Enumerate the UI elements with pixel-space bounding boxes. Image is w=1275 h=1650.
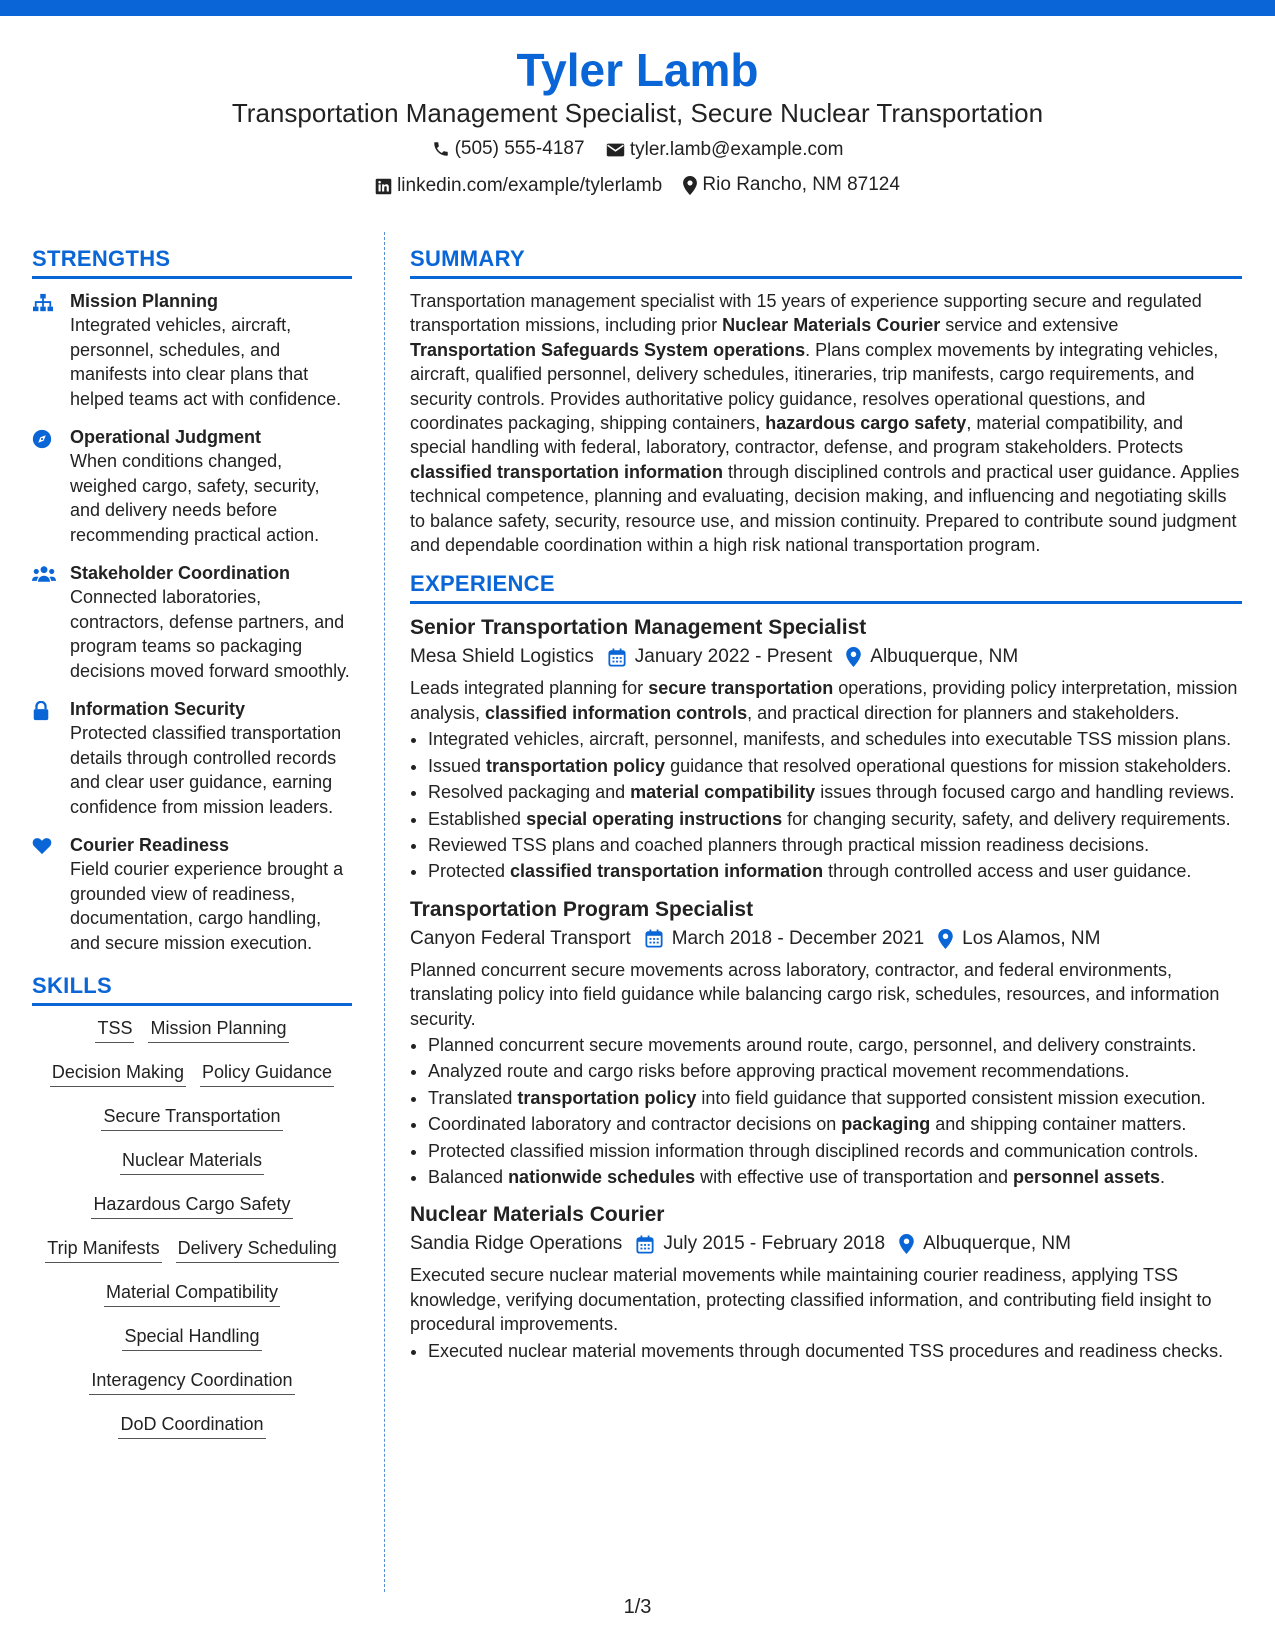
- experience-heading: EXPERIENCE: [410, 571, 1242, 604]
- job-desc-text: Leads integrated planning for: [410, 678, 649, 699]
- bullet-text: Resolved packaging and: [428, 782, 631, 803]
- skill-tag: Nuclear Materials: [120, 1148, 264, 1175]
- strength-title: Operational Judgment: [70, 427, 262, 447]
- summary-text: . Plans complex movements by integrating vehicles, aircraft, qualified personnel, delivery schedules, itineraries, trip manifests, cargo requirements, and security controls. Provides authoritative policy guidance, resolves operational questions, and coordinates packaging, shipping containers,: [410, 339, 1219, 434]
- bullet-bold: packaging: [841, 1114, 931, 1135]
- strength-title: Information Security: [70, 699, 246, 719]
- job-bullets: [410, 727, 1242, 883]
- job-dates: January 2022 - Present: [634, 646, 833, 668]
- skill-row: [32, 1104, 352, 1131]
- map-pin-icon: [846, 647, 861, 667]
- location-item: [683, 172, 900, 198]
- skills-heading: SKILLS: [32, 973, 352, 1006]
- job-location: Los Alamos, NM: [962, 927, 1101, 949]
- bullet-text: Executed nuclear material movements through documented TSS procedures and readiness checks.: [428, 1340, 1224, 1361]
- bullet-text: Analyzed route and cargo risks before approving practical movement recommendations.: [428, 1061, 1130, 1082]
- bullet-text: Balanced: [428, 1166, 509, 1187]
- linkedin-item[interactable]: [375, 173, 662, 199]
- job-bullet: [428, 1165, 1242, 1189]
- linkedin-text[interactable]: linkedin.com/example/tylerlamb: [397, 175, 663, 196]
- strength-item: [32, 833, 352, 955]
- bullet-text: into field guidance that supported consistent mission execution.: [696, 1087, 1206, 1108]
- job-bullet: [428, 780, 1242, 804]
- job-desc-text: , and practical direction for planners and stakeholders.: [747, 702, 1180, 723]
- summary-text: Transportation management specialist with 15 years of experience supporting secure and regulated transportation missions, including prior: [410, 291, 1202, 336]
- strength-title: Courier Readiness: [70, 835, 230, 855]
- calendar-icon: [636, 1235, 654, 1254]
- email-item[interactable]: [606, 137, 844, 163]
- strengths-list: [32, 289, 352, 955]
- skill-row: [32, 1060, 352, 1087]
- job-bullet: [428, 1086, 1242, 1110]
- strength-title: Stakeholder Coordination: [70, 563, 291, 583]
- summary-heading: SUMMARY: [410, 246, 1242, 279]
- strength-desc: Integrated vehicles, aircraft, personnel, schedules, and manifests into clear plans that helped teams act with confidence.: [70, 315, 342, 409]
- job-title: Transportation Program Specialist: [410, 897, 754, 921]
- strength-item: [32, 425, 352, 547]
- bullet-bold: classified transportation information: [510, 861, 824, 882]
- top-accent-bar: [0, 0, 1275, 16]
- strength-item: [32, 289, 352, 411]
- heart-icon: [32, 837, 52, 855]
- candidate-name: Tyler Lamb: [516, 44, 759, 96]
- skill-tag: Secure Transportation: [101, 1104, 282, 1131]
- bullet-text: and shipping container matters.: [930, 1114, 1187, 1135]
- skill-row: [32, 1280, 352, 1307]
- job-location-item: [844, 642, 1018, 672]
- summary-text: [410, 289, 1242, 557]
- job-company: Mesa Shield Logistics: [410, 646, 594, 668]
- bullet-text: Planned concurrent secure movements around route, cargo, personnel, and delivery constraints.: [428, 1034, 1197, 1055]
- bullet-text: Translated: [428, 1087, 518, 1108]
- phone-text: (505) 555-4187: [454, 138, 585, 159]
- calendar-icon: [645, 929, 663, 948]
- job-description: [410, 1263, 1242, 1336]
- job-desc-text: Executed secure nuclear material movements while maintaining courier readiness, applying TSS knowledge, verifying documentation, protecting classified information, and contributing field insight to procedural improvements.: [410, 1265, 1212, 1335]
- job-dates-item: [606, 642, 833, 672]
- bullet-text: Coordinated laboratory and contractor decisions on: [428, 1114, 842, 1135]
- job-bullet: [428, 859, 1242, 883]
- strength-item: [32, 697, 352, 819]
- envelope-icon: [606, 142, 625, 158]
- job-company: Canyon Federal Transport: [410, 927, 631, 949]
- job-bullet: [428, 727, 1242, 751]
- job-meta: [410, 642, 1242, 672]
- linkedin-icon: [375, 178, 392, 195]
- skill-tag: DoD Coordination: [118, 1412, 265, 1439]
- job-desc-text: Planned concurrent secure movements across laboratory, contractor, and federal environments, translating policy into field guidance while balancing cargo risk, schedules, resources, and information security.: [410, 959, 1220, 1029]
- job-bullet: [428, 807, 1242, 831]
- phone-icon: [432, 140, 450, 158]
- summary-bold: hazardous cargo safety: [765, 413, 967, 434]
- bullet-bold: transportation policy: [486, 755, 666, 776]
- sitemap-icon: [32, 293, 54, 313]
- job-dates: March 2018 - December 2021: [671, 927, 925, 949]
- phone-item: [432, 136, 585, 162]
- skill-tag: Interagency Coordination: [89, 1368, 294, 1395]
- job-desc-text: operations, providing policy interpretation, mission analysis,: [410, 678, 1238, 723]
- bullet-bold: nationwide schedules: [508, 1166, 696, 1187]
- strengths-heading: STRENGTHS: [32, 246, 352, 279]
- map-pin-icon: [683, 176, 697, 195]
- bullet-text: .: [1160, 1166, 1166, 1187]
- candidate-title: Transportation Management Specialist, Secure Nuclear Transportation: [231, 98, 1044, 128]
- strength-title: Mission Planning: [70, 291, 219, 311]
- skill-row: [32, 1324, 352, 1351]
- bullet-text: Integrated vehicles, aircraft, personnel, manifests, and schedules into executable TSS mission plans.: [428, 729, 1232, 750]
- map-pin-icon: [899, 1234, 914, 1254]
- job-description: [410, 676, 1242, 725]
- summary-bold: classified transportation information: [410, 461, 724, 482]
- job-meta: [410, 1229, 1242, 1259]
- strength-item: [32, 561, 352, 683]
- bullet-text: Established: [428, 808, 527, 829]
- resume-header: [0, 44, 1275, 209]
- summary-text: service and extensive: [940, 315, 1119, 336]
- column-divider: [384, 232, 385, 1592]
- users-icon: [32, 565, 56, 583]
- skill-row: [32, 1016, 352, 1043]
- summary-text: through disciplined controls and practical user guidance. Applies technical competence, planning and evaluating, decision making, and influencing and negotiating skills to balance safety, security, resource use, and mission continuity. Prepared to contribute sound judgment and dependable coordination within a high risk national transportation program.: [410, 461, 1240, 556]
- compass-icon: [32, 429, 52, 449]
- map-pin-icon: [938, 929, 953, 949]
- bullet-text: through controlled access and user guidance.: [823, 861, 1192, 882]
- summary-text: , material compatibility, and special handling with federal, laboratory, contractor, defense, and program stakeholders. Protects: [410, 413, 1184, 458]
- bullet-text: issues through focused cargo and handling reviews.: [815, 782, 1235, 803]
- skill-row: [32, 1412, 352, 1439]
- skills-list: [32, 1016, 352, 1439]
- bullet-bold: transportation policy: [517, 1087, 697, 1108]
- job-location-item: [936, 924, 1100, 954]
- job-bullet: [428, 1112, 1242, 1136]
- bullet-text: with effective use of transportation and: [695, 1166, 1013, 1187]
- job-dates: July 2015 - February 2018: [663, 1233, 886, 1255]
- summary-bold: Transportation Safeguards System operations: [410, 339, 806, 360]
- job-bullet: [428, 1339, 1242, 1363]
- skill-tag: Delivery Scheduling: [176, 1236, 339, 1263]
- bullet-bold: personnel assets: [1012, 1166, 1161, 1187]
- job-location: Albuquerque, NM: [923, 1233, 1071, 1255]
- skill-tag: Special Handling: [122, 1324, 261, 1351]
- job-title: Senior Transportation Management Specialist: [410, 616, 867, 640]
- calendar-icon: [608, 648, 626, 667]
- email-text[interactable]: tyler.lamb@example.com: [629, 139, 844, 160]
- skill-tag: TSS: [95, 1016, 134, 1043]
- job-desc-bold: secure transportation: [648, 678, 834, 699]
- bullet-text: guidance that resolved operational questions for mission stakeholders.: [665, 755, 1232, 776]
- strength-desc: Connected laboratories, contractors, defense partners, and program teams so packaging decisions moved forward smoothly.: [70, 587, 350, 681]
- skill-row: [32, 1148, 352, 1175]
- job-company: Sandia Ridge Operations: [410, 1233, 623, 1255]
- skill-tag: Trip Manifests: [45, 1236, 161, 1263]
- experience-list: [410, 614, 1242, 1363]
- bullet-bold: material compatibility: [630, 782, 816, 803]
- job-desc-bold: classified information controls: [485, 702, 748, 723]
- job-bullet: [428, 1139, 1242, 1163]
- skill-tag: Material Compatibility: [104, 1280, 280, 1307]
- bullet-text: Issued: [428, 755, 487, 776]
- skill-tag: Decision Making: [50, 1060, 186, 1087]
- skill-tag: Policy Guidance: [200, 1060, 334, 1087]
- bullet-text: Reviewed TSS plans and coached planners through practical mission readiness decisions.: [428, 834, 1150, 855]
- skill-tag: Mission Planning: [148, 1016, 288, 1043]
- job-description: [410, 958, 1242, 1031]
- job-bullet: [428, 1033, 1242, 1057]
- job-bullets: [410, 1339, 1242, 1363]
- job-bullet: [428, 754, 1242, 778]
- job-dates-item: [643, 924, 924, 954]
- location-text: Rio Rancho, NM 87124: [702, 174, 900, 195]
- job-entry: [410, 1201, 1242, 1363]
- summary-bold: Nuclear Materials Courier: [722, 315, 941, 336]
- strength-desc: When conditions changed, weighed cargo, safety, security, and delivery needs before recommending practical action.: [70, 451, 320, 545]
- contact-info: [0, 136, 1275, 203]
- page-number: 1/3: [623, 1596, 652, 1618]
- job-entry: [410, 614, 1242, 883]
- job-title: Nuclear Materials Courier: [410, 1203, 665, 1227]
- skill-row: [32, 1368, 352, 1395]
- job-bullets: [410, 1033, 1242, 1189]
- job-location-item: [897, 1229, 1071, 1259]
- job-meta: [410, 924, 1242, 954]
- job-location: Albuquerque, NM: [870, 646, 1019, 668]
- strength-desc: Field courier experience brought a grounded view of readiness, documentation, cargo handling, and secure mission execution.: [70, 859, 344, 953]
- bullet-text: Protected: [428, 861, 511, 882]
- job-bullet: [428, 1059, 1242, 1083]
- strength-desc: Protected classified transportation details through controlled records and clear user guidance, earning confidence from mission leaders.: [70, 723, 342, 817]
- bullet-text: Protected classified mission information through disciplined records and communication controls.: [428, 1140, 1199, 1161]
- skill-row: [32, 1236, 352, 1263]
- job-dates-item: [634, 1229, 885, 1259]
- left-column: [32, 246, 352, 1456]
- lock-icon: [32, 701, 50, 721]
- job-bullet: [428, 833, 1242, 857]
- job-entry: [410, 896, 1242, 1190]
- bullet-bold: special operating instructions: [526, 808, 783, 829]
- skill-tag: Hazardous Cargo Safety: [91, 1192, 292, 1219]
- skill-row: [32, 1192, 352, 1219]
- right-column: [410, 246, 1242, 1375]
- bullet-text: for changing security, safety, and delivery requirements.: [782, 808, 1231, 829]
